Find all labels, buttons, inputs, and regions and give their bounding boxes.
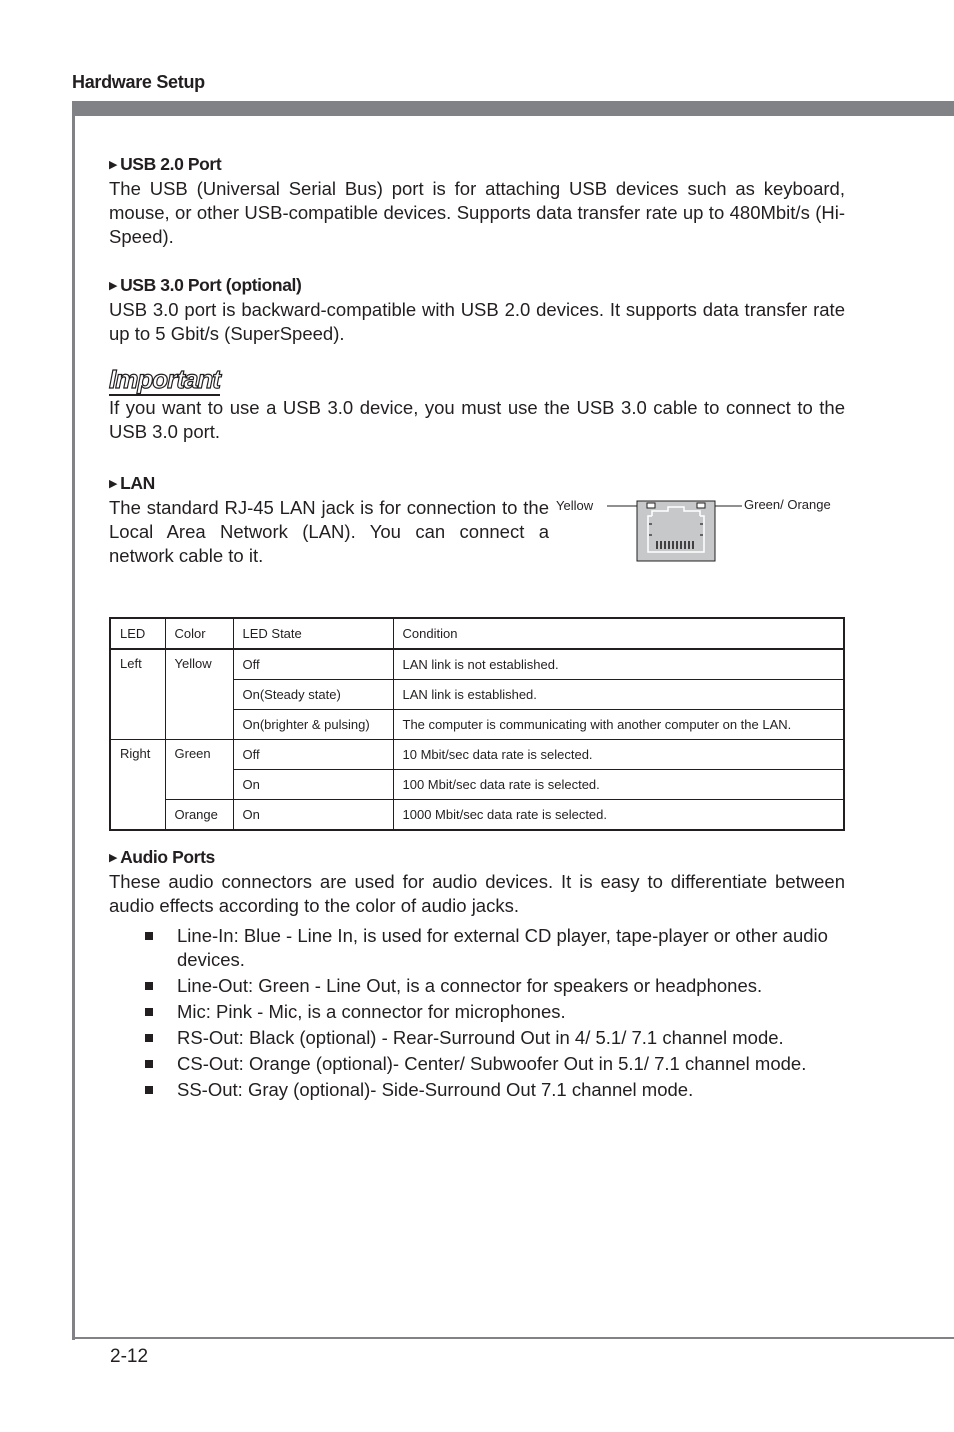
- list-item: [109, 1078, 845, 1102]
- list-item: [109, 1052, 845, 1076]
- usb3-description: USB 3.0 port is backward-compatible with USB 2.0 devices. It supports data transfer rate up to 5 Gbit/s (SuperSpeed).: [109, 299, 845, 344]
- led-right-cell: Right: [110, 740, 165, 831]
- color-green-cell: Green: [165, 740, 233, 800]
- header-condition: Condition: [393, 618, 844, 649]
- triangle-bullet-icon: ▶: [109, 280, 118, 292]
- lan-heading-text: LAN: [120, 473, 155, 493]
- page-header-title: Hardware Setup: [72, 72, 205, 92]
- led-state-cell: On: [233, 800, 393, 831]
- audio-section: [109, 845, 845, 1104]
- led-state-cell: Off: [233, 649, 393, 680]
- list-item-text: Mic: Pink - Mic, is a connector for microphones.: [177, 1001, 566, 1022]
- color-orange-cell: Orange: [165, 800, 233, 831]
- lan-description: The standard RJ-45 LAN jack is for connection to the Local Area Network (LAN). You can connect a network cable to it.: [109, 497, 549, 566]
- condition-cell: 100 Mbit/sec data rate is selected.: [393, 770, 844, 800]
- led-state-cell: On(Steady state): [233, 680, 393, 710]
- rj45-jack-icon: [556, 490, 846, 570]
- jack-left-led-label: Yellow: [556, 498, 594, 513]
- square-bullet-icon: [145, 982, 153, 990]
- condition-cell: 1000 Mbit/sec data rate is selected.: [393, 800, 844, 831]
- rj45-jack-diagram: [556, 490, 846, 570]
- audio-heading-text: Audio Ports: [120, 847, 215, 867]
- condition-cell: The computer is communicating with another computer on the LAN.: [393, 710, 844, 740]
- condition-cell: LAN link is not established.: [393, 649, 844, 680]
- main-content: [109, 152, 845, 568]
- square-bullet-icon: [145, 1086, 153, 1094]
- list-item: [109, 1026, 845, 1050]
- usb3-heading: [109, 273, 845, 298]
- footer-rule: [72, 1337, 954, 1339]
- triangle-bullet-icon: ▶: [109, 159, 118, 171]
- led-state-cell: Off: [233, 740, 393, 770]
- usb2-description: The USB (Universal Serial Bus) port is for attaching USB devices such as keyboard, mouse, or other USB-compatible devices. Supports data transfer rate up to 480Mbit/s (Hi-Speed).: [109, 178, 845, 247]
- table-row: [110, 649, 844, 680]
- square-bullet-icon: [145, 1008, 153, 1016]
- lan-led-table: [109, 617, 845, 831]
- list-item-text: SS-Out: Gray (optional)- Side-Surround Out 7.1 channel mode.: [177, 1079, 694, 1100]
- square-bullet-icon: [145, 932, 153, 940]
- usb3-heading-text: USB 3.0 Port (optional): [120, 275, 302, 295]
- list-item-text: Line-In: Blue - Line In, is used for external CD player, tape-player or other audio devices.: [177, 925, 828, 970]
- usb2-heading: [109, 152, 845, 177]
- header-color: Color: [165, 618, 233, 649]
- audio-description: These audio connectors are used for audio devices. It is easy to differentiate between audio effects according to the color of audio jacks.: [109, 871, 845, 916]
- triangle-bullet-icon: ▶: [109, 478, 118, 490]
- list-item: [109, 924, 845, 972]
- color-yellow-cell: Yellow: [165, 649, 233, 740]
- list-item: [109, 1000, 845, 1024]
- table-header-row: [110, 618, 844, 649]
- list-item-text: RS-Out: Black (optional) - Rear-Surround Out in 4/ 5.1/ 7.1 channel mode.: [177, 1027, 784, 1048]
- table-row: [110, 800, 844, 831]
- audio-heading: [109, 845, 845, 870]
- led-left-cell: Left: [110, 649, 165, 740]
- led-state-cell: On: [233, 770, 393, 800]
- audio-port-list: [109, 924, 845, 1102]
- list-item-text: Line-Out: Green - Line Out, is a connector for speakers or headphones.: [177, 975, 763, 996]
- list-item-text: CS-Out: Orange (optional)- Center/ Subwoofer Out in 5.1/ 7.1 channel mode.: [177, 1053, 807, 1074]
- usb2-heading-text: USB 2.0 Port: [120, 154, 222, 174]
- header-led: LED: [110, 618, 165, 649]
- table-row: [110, 740, 844, 770]
- page-number: 2-12: [110, 1346, 149, 1367]
- condition-cell: LAN link is established.: [393, 680, 844, 710]
- important-label: Important: [109, 364, 220, 394]
- left-margin-rule: [72, 101, 75, 1340]
- led-state-cell: On(brighter & pulsing): [233, 710, 393, 740]
- jack-right-led-label: Green/ Orange: [744, 497, 831, 512]
- lan-section: [109, 496, 845, 568]
- triangle-bullet-icon: ▶: [109, 852, 118, 864]
- header-bar: [72, 101, 954, 116]
- condition-cell: 10 Mbit/sec data rate is selected.: [393, 740, 844, 770]
- header-led-state: LED State: [233, 618, 393, 649]
- square-bullet-icon: [145, 1034, 153, 1042]
- important-note: If you want to use a USB 3.0 device, you must use the USB 3.0 cable to connect to the USB 3.0 port.: [109, 397, 845, 442]
- list-item: [109, 974, 845, 998]
- square-bullet-icon: [145, 1060, 153, 1068]
